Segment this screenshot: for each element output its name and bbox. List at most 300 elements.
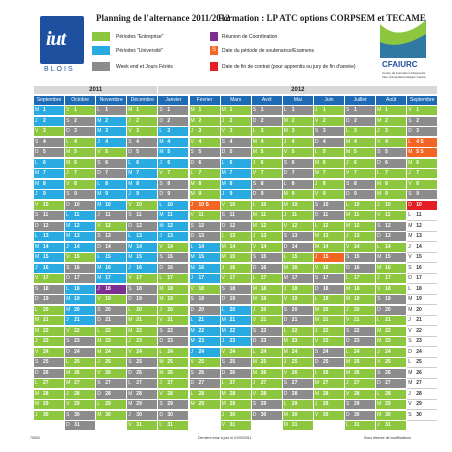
day-number: 15 — [291, 254, 298, 260]
day-cell — [345, 222, 375, 231]
day-cell — [283, 138, 313, 147]
day-letter: J — [221, 191, 225, 197]
day-number: 5 — [43, 149, 46, 155]
day-number: 7 — [198, 170, 202, 176]
day-number: 28 — [260, 390, 267, 397]
day-letter: S — [66, 117, 70, 124]
day-letter: S — [35, 138, 39, 145]
day-letter: D — [66, 348, 70, 355]
day-letter: V — [159, 390, 163, 397]
day-number: 29 — [416, 401, 422, 407]
day-letter: L — [66, 285, 69, 292]
day-cell — [283, 106, 313, 115]
day-letter: J — [252, 159, 256, 166]
day-letter: L — [159, 422, 163, 428]
day-letter: V — [314, 117, 319, 124]
day-letter: S — [408, 117, 412, 124]
day-letter: M — [35, 180, 40, 187]
day-number: 25 — [416, 359, 422, 365]
day-number: 7 — [416, 170, 419, 176]
day-letter: M — [346, 212, 351, 218]
day-number: 6 — [43, 159, 46, 166]
day-cell — [158, 211, 188, 220]
day-letter: J — [314, 327, 318, 334]
day-letter: L — [283, 327, 287, 334]
day-number: 14 — [229, 243, 236, 250]
day-letter: J — [408, 243, 411, 250]
day-cell — [65, 369, 95, 378]
day-cell — [376, 243, 406, 252]
day-letter: M — [221, 170, 226, 176]
day-cell — [96, 400, 126, 409]
day-number: 24 — [229, 348, 236, 355]
day-letter: V — [159, 170, 163, 176]
day-cell — [252, 243, 282, 252]
day-number: 6 — [136, 159, 140, 166]
day-cell — [314, 159, 344, 168]
day-cell — [190, 201, 220, 210]
day-number: 9 — [354, 191, 357, 197]
day-cell — [190, 316, 220, 325]
day-cell — [34, 400, 64, 409]
day-cell — [34, 358, 64, 367]
day-letter: D — [314, 359, 319, 365]
year-header-2012: 2012 — [158, 86, 437, 94]
day-letter: M — [314, 380, 320, 386]
day-cell — [158, 201, 188, 210]
day-cell — [65, 400, 95, 409]
day-letter: D — [408, 128, 412, 134]
day-letter: J — [190, 348, 193, 355]
day-number: 17 — [291, 275, 298, 281]
day-cell — [283, 295, 313, 304]
day-number: 23 — [198, 338, 205, 344]
day-letter: D — [35, 369, 39, 376]
day-number: 17 — [229, 275, 236, 281]
day-cell — [376, 295, 406, 304]
day-number: 8 — [322, 180, 326, 187]
day-cell — [283, 222, 313, 231]
day-letter: D — [377, 159, 381, 166]
day-number: 4 — [74, 138, 77, 145]
day-letter: S — [35, 359, 39, 365]
day-letter: M — [66, 296, 71, 302]
day-number: 3 — [198, 128, 202, 134]
day-cell — [96, 169, 126, 178]
day-letter: L — [314, 222, 318, 229]
day-cell — [345, 295, 375, 304]
day-letter: J — [346, 306, 349, 313]
day-cell — [96, 243, 126, 252]
day-number: 17 — [260, 275, 267, 281]
day-number: 30 — [291, 411, 298, 418]
day-cell — [376, 159, 406, 168]
day-number: 18 — [260, 285, 267, 292]
day-cell — [127, 390, 157, 399]
day-number: 28 — [322, 390, 329, 397]
day-number: 4 S — [416, 138, 424, 145]
day-letter: M — [190, 117, 195, 124]
day-letter: L — [128, 233, 132, 239]
day-number: 31 — [385, 422, 391, 428]
day-letter: J — [190, 128, 193, 134]
day-letter: M — [35, 401, 40, 407]
day-letter: M — [128, 401, 133, 407]
day-cell — [96, 180, 126, 189]
day-cell — [345, 306, 375, 315]
day-number: 13 — [167, 233, 173, 239]
day-number: 21 — [167, 317, 173, 323]
day-letter: J — [128, 338, 131, 344]
day-number: 1 — [260, 107, 264, 113]
day-cell — [127, 148, 157, 157]
day-cell — [127, 211, 157, 220]
day-number: 13 — [416, 233, 422, 239]
day-number: 4 — [229, 138, 233, 145]
day-cell — [252, 169, 282, 178]
day-letter: M — [377, 411, 382, 418]
day-cell — [34, 337, 64, 346]
day-number: 18 — [74, 285, 80, 292]
day-number: 3 — [167, 128, 171, 134]
day-letter: J — [66, 243, 69, 250]
day-cell — [158, 369, 188, 378]
day-number: 22 — [229, 327, 236, 334]
legend-swatch-e — [92, 32, 110, 41]
day-number: 24 — [105, 348, 111, 355]
day-number: 13 — [229, 233, 236, 239]
day-letter: V — [35, 275, 39, 281]
day-letter: L — [314, 369, 318, 376]
day-number: 28 — [136, 390, 142, 397]
day-number: 28 — [385, 390, 391, 397]
day-number: 20 — [416, 306, 422, 313]
day-letter: M — [408, 222, 413, 229]
day-number: 24 — [167, 348, 173, 355]
day-letter: L — [346, 201, 349, 208]
day-number: 28 — [291, 390, 298, 397]
day-letter: M — [283, 411, 288, 418]
day-letter: J — [221, 117, 225, 124]
day-number: 7 — [136, 170, 140, 176]
day-number: 31 — [74, 422, 80, 428]
day-cell — [407, 390, 437, 400]
day-cell — [283, 400, 313, 409]
day-letter: L — [159, 128, 163, 134]
day-letter: D — [66, 201, 70, 208]
day-number: 5 — [291, 149, 295, 155]
cfa-logo-sub: Centre de Formation d'Apprentis Inter Universitaire Région Centre — [382, 71, 426, 79]
day-letter: M — [314, 306, 320, 313]
day-number: 20 — [291, 306, 298, 313]
day-number: 10 S — [198, 201, 209, 208]
day-letter: J — [377, 275, 380, 281]
day-number: 3 — [291, 128, 295, 134]
day-number: 18 — [322, 285, 329, 292]
day-number: 30 — [74, 411, 80, 418]
day-cell — [65, 411, 95, 420]
day-number: 20 — [74, 306, 80, 313]
day-letter: J — [346, 380, 349, 386]
day-cell — [65, 138, 95, 147]
day-number: 16 — [291, 264, 298, 271]
day-number: 15 — [229, 254, 236, 260]
day-letter: M — [128, 170, 133, 176]
day-cell — [314, 358, 344, 367]
day-letter: M — [283, 348, 288, 355]
day-number: 4 — [167, 138, 171, 145]
day-letter: V — [252, 170, 257, 176]
day-number: 10 — [260, 201, 267, 208]
day-number: 31 — [167, 422, 173, 428]
day-number: 19 — [416, 296, 422, 302]
day-letter: M — [97, 338, 102, 344]
day-letter: L — [377, 390, 380, 397]
day-number: 10 — [385, 201, 391, 208]
day-number: 18 — [354, 285, 360, 292]
day-number: 27 — [74, 380, 80, 386]
day-number: 12 — [260, 222, 267, 229]
day-cell — [283, 148, 313, 157]
day-number: 14 — [291, 243, 298, 250]
day-letter: J — [377, 348, 380, 355]
day-cell — [34, 159, 64, 168]
day-number: 5 S — [416, 149, 424, 155]
iut-logo-text: iut — [46, 28, 66, 50]
day-letter: V — [35, 348, 39, 355]
day-number: 22 — [105, 327, 111, 334]
day-number: 25 — [105, 359, 111, 365]
day-letter: M — [159, 369, 164, 376]
day-letter: D — [221, 369, 226, 376]
day-cell — [221, 211, 251, 220]
day-cell — [127, 222, 157, 231]
day-number: 6 — [260, 159, 264, 166]
day-cell — [158, 285, 188, 294]
day-number: 11 — [322, 212, 329, 218]
day-letter: M — [35, 243, 40, 250]
day-number: 25 — [291, 359, 298, 365]
day-letter: M — [408, 369, 413, 376]
day-letter: M — [221, 390, 226, 397]
day-letter: M — [35, 390, 40, 397]
day-number: 16 — [43, 264, 49, 271]
day-letter: S — [252, 327, 257, 334]
day-letter: M — [221, 107, 226, 113]
day-number: 24 — [136, 348, 142, 355]
day-letter: J — [66, 170, 69, 176]
day-number: 17 — [198, 275, 205, 281]
day-letter: M — [377, 338, 382, 344]
day-number: 5 — [322, 149, 326, 155]
day-number: 15 — [198, 254, 205, 260]
day-number: 25 — [322, 359, 329, 365]
day-number: 10 — [291, 201, 298, 208]
iut-logo-sub: BLOIS — [44, 66, 75, 73]
day-number: 30 — [322, 411, 329, 418]
day-number: 28 — [229, 390, 236, 397]
day-letter: J — [221, 338, 225, 344]
day-letter: L — [346, 128, 349, 134]
day-number: 15 — [136, 254, 142, 260]
day-number: 21 — [291, 317, 298, 323]
day-number: 30 — [385, 411, 391, 418]
day-cell — [127, 232, 157, 241]
month-header-2: Novembre — [96, 96, 126, 105]
day-letter: D — [221, 149, 226, 155]
month-header-3: Décembre — [127, 96, 157, 105]
day-cell — [221, 316, 251, 325]
day-cell — [221, 285, 251, 294]
day-number: 12 — [198, 222, 205, 229]
day-cell — [314, 379, 344, 388]
day-cell — [376, 348, 406, 357]
day-cell — [252, 159, 282, 168]
day-cell — [190, 285, 220, 294]
day-letter: S — [377, 222, 381, 229]
day-letter: M — [190, 264, 195, 271]
day-number: 24 — [198, 348, 205, 355]
day-cell — [376, 253, 406, 262]
day-number: 26 — [167, 369, 173, 376]
day-cell — [376, 148, 406, 157]
day-letter: V — [377, 285, 381, 292]
day-cell — [314, 337, 344, 346]
day-number: 25 — [167, 359, 173, 365]
day-cell — [252, 285, 282, 294]
day-number: 9 — [136, 191, 140, 197]
day-letter: M — [221, 180, 226, 187]
day-letter: V — [408, 327, 412, 334]
day-cell — [127, 369, 157, 378]
day-number: 22 — [198, 327, 205, 334]
day-number: 8 — [43, 180, 46, 187]
day-letter: D — [66, 422, 70, 428]
day-letter: S — [252, 254, 257, 260]
day-number: 26 — [105, 369, 111, 376]
formation-title: Formation : LP ATC options CORPSEM et TECAME — [218, 13, 426, 23]
day-letter: M — [377, 107, 382, 113]
day-letter: D — [252, 264, 257, 271]
day-number: 27 — [43, 380, 49, 386]
day-letter: S — [314, 201, 319, 208]
day-cell — [252, 348, 282, 357]
day-number: 8 — [229, 180, 233, 187]
day-letter: D — [377, 306, 381, 313]
day-number: 26 — [198, 369, 205, 376]
day-number: 22 — [291, 327, 298, 334]
day-cell — [158, 190, 188, 199]
day-letter: M — [190, 327, 195, 334]
day-number: 11 — [105, 212, 111, 218]
day-number: 22 — [322, 327, 329, 334]
day-cell — [314, 369, 344, 378]
day-letter: M — [346, 359, 351, 365]
month-header-11: Août — [376, 96, 406, 105]
day-letter: L — [408, 359, 411, 365]
day-cell — [345, 421, 375, 430]
day-letter: L — [221, 306, 225, 313]
day-letter: L — [346, 348, 349, 355]
day-number: 28 — [416, 390, 422, 397]
day-letter: L — [283, 107, 287, 113]
day-cell — [283, 159, 313, 168]
day-cell — [158, 390, 188, 399]
day-cell — [314, 390, 344, 399]
day-number: 30 — [416, 411, 422, 418]
day-letter: J — [97, 212, 100, 218]
day-letter: V — [408, 180, 412, 187]
day-cell — [221, 159, 251, 168]
day-number: 11 — [385, 212, 391, 218]
day-cell — [127, 316, 157, 325]
day-number: 29 — [167, 401, 173, 407]
day-cell — [345, 348, 375, 357]
legend-swatch-u — [92, 46, 110, 55]
day-letter: V — [97, 149, 101, 155]
day-number: 26 — [385, 369, 391, 376]
day-letter: V — [35, 128, 39, 134]
day-cell — [345, 190, 375, 199]
day-letter: M — [346, 222, 351, 229]
day-letter: S — [346, 107, 350, 113]
day-number: 26 — [136, 369, 142, 376]
day-letter: M — [159, 138, 164, 145]
day-number: 12 — [136, 222, 142, 229]
day-letter: D — [66, 275, 70, 281]
footer-note: Sous réserve de modifications — [364, 436, 411, 440]
day-number: 1 — [385, 107, 388, 113]
day-letter: M — [346, 296, 351, 302]
day-cell — [283, 337, 313, 346]
day-number: 29 — [43, 401, 49, 407]
day-letter: L — [252, 201, 256, 208]
day-cell — [190, 190, 220, 199]
day-cell — [190, 327, 220, 336]
day-letter: M — [283, 422, 288, 428]
day-letter: S — [66, 264, 70, 271]
day-cell — [407, 127, 437, 136]
day-number: 1 — [167, 107, 171, 113]
day-cell — [65, 379, 95, 388]
day-number: 4 — [136, 138, 140, 145]
day-letter: S — [190, 369, 194, 376]
day-number: 19 — [74, 296, 80, 302]
day-cell — [96, 369, 126, 378]
day-number: 19 — [354, 296, 360, 302]
day-cell — [407, 400, 437, 410]
day-cell — [96, 285, 126, 294]
day-number: 5 — [385, 149, 388, 155]
day-cell — [345, 390, 375, 399]
day-letter: D — [128, 149, 132, 155]
day-number: 7 — [167, 170, 171, 176]
day-number: 19 — [167, 296, 173, 302]
day-cell — [127, 243, 157, 252]
day-letter: S — [221, 359, 225, 365]
day-letter: V — [66, 254, 70, 260]
day-letter: M — [377, 180, 382, 187]
day-cell — [407, 285, 437, 295]
day-cell — [407, 243, 437, 253]
day-cell — [221, 222, 251, 231]
day-letter: D — [66, 128, 70, 134]
day-cell — [345, 369, 375, 378]
day-number: 17 — [105, 275, 111, 281]
day-number: 17 — [136, 275, 142, 281]
day-letter: J — [97, 285, 100, 292]
day-cell — [283, 358, 313, 367]
